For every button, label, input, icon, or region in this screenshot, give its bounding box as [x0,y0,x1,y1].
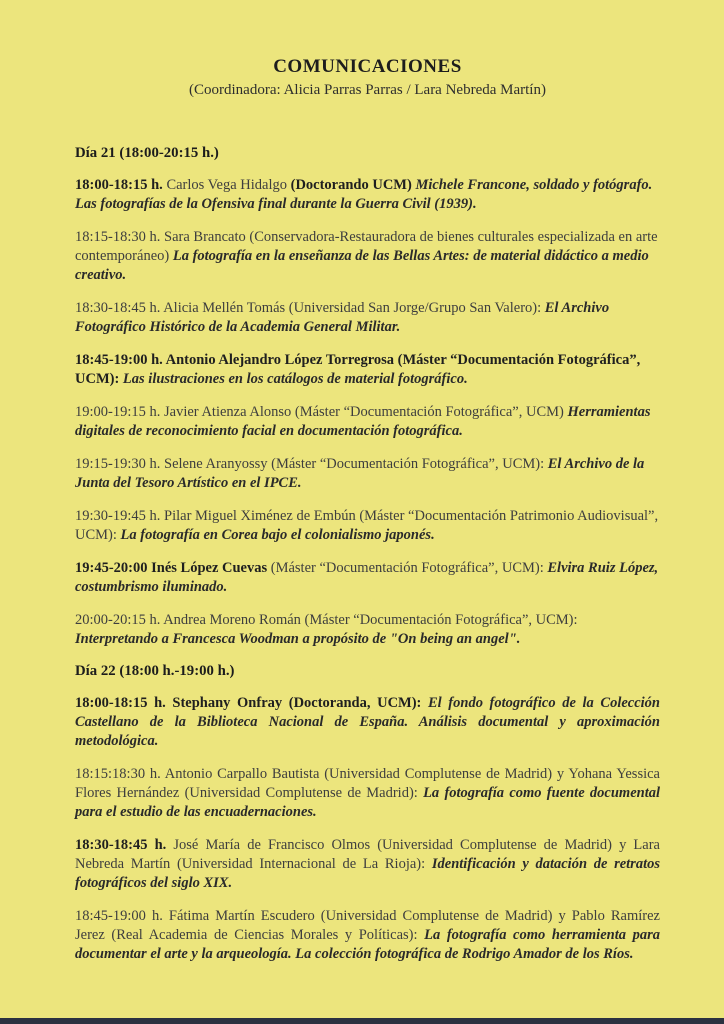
session-speaker-text: 18:15-18:30 h. Sara Brancato (Conservadora-Restauradora de bienes culturales especializada en arte contemporáneo) [75,229,658,264]
session-title-text: El fondo fotográfico de la Colección Castellano de la Biblioteca Nacional de España. Análisis documental y aproximación metodológica. [75,695,660,749]
session-title-text: La fotografía como fuente documental para el estudio de las encuadernaciones. [75,785,660,820]
session-title-text: Identificación y datación de retratos fotográficos del siglo XIX. [75,856,660,891]
session-title-text: La fotografía en la enseñanza de las Bellas Artes: de material didáctico a medio creativo. [75,248,649,283]
session-entry [75,836,660,893]
session-entry [75,611,660,649]
session-entry [75,299,660,337]
day-section [75,145,660,649]
page-title: COMUNICACIONES [273,56,462,77]
session-speaker-text: 18:30-18:45 h. [75,837,174,853]
session-speaker-text: 19:15-19:30 h. Selene Aranyossy (Máster “Documentación Fotográfica”, UCM): [75,456,548,472]
session-title-text: La fotografía en Corea bajo el colonialismo japonés. [120,527,435,543]
session-title-text: Herramientas digitales de reconocimiento facial en documentación fotográfica. [75,404,651,439]
session-title-text: El Archivo de la Junta del Tesoro Artístico en el IPCE. [75,456,645,491]
footer-bar [0,1018,724,1024]
session-entry [75,176,660,214]
session-entry [75,559,660,597]
session-title-text: El Archivo Fotográfico Histórico de la Academia General Militar. [75,300,610,335]
session-speaker-text: 18:15:18:30 h. Antonio Carpallo Bautista (Universidad Complutense de Madrid) y Yohana Yessica Flores Hernández (Universidad Complutense de Madrid): [75,766,660,801]
session-speaker-text: 18:00-18:15 h. Stephany Onfray (Doctoranda, UCM): [75,695,428,711]
session-speaker-text: 18:00-18:15 h. [75,177,167,193]
page-subtitle: (Coordinadora: Alicia Parras Parras / Lara Nebreda Martín) [189,82,546,98]
session-entry [75,403,660,441]
session-entry [75,765,660,822]
session-speaker-text: 18:30-18:45 h. Alicia Mellén Tomás (Universidad San Jorge/Grupo San Valero): [75,300,545,316]
session-title-text: Interpretando a Francesca Woodman a propósito de "On being an angel". [75,631,521,647]
program-sections [75,145,660,964]
session-speaker-text: 19:30-19:45 h. Pilar Miguel Ximénez de Embún (Máster “Documentación Patrimonio Audiovisual”, UCM): [75,508,659,543]
day-heading: Día 21 (18:00-20:15 h.) [75,145,219,161]
session-speaker-text: 20:00-20:15 h. Andrea Moreno Román (Máster “Documentación Fotográfica”, UCM): [75,612,578,628]
session-speaker-text: (Máster “Documentación Fotográfica”, UCM): [270,560,548,576]
day-heading: Día 22 (18:00 h.-19:00 h.) [75,663,235,679]
session-title-text: La fotografía como herramienta para documentar el arte y la arqueología. La colección fotográfica de Rodrigo Amador de los Ríos. [75,927,660,962]
session-speaker-text: Carlos Vega Hidalgo [166,177,291,193]
session-entry [75,694,660,751]
session-speaker-text: José María de Francisco Olmos (Universidad Complutense de Madrid) y Lara Nebreda Martín (Universidad Internacional de La Rioja): [75,837,660,872]
session-speaker-text: 19:00-19:15 h. Javier Atienza Alonso (Máster “Documentación Fotográfica”, UCM) [75,404,568,420]
session-title-text: Michele Francone, soldado y fotógrafo. Las fotografías de la Ofensiva final durante la Guerra Civil (1939). [75,177,653,212]
session-title-text: Las ilustraciones en los catálogos de material fotográfico. [122,371,468,387]
session-entry [75,228,660,285]
session-speaker-text: 18:45-19:00 h. Antonio Alejandro López Torregrosa (Máster “Documentación Fotográfica”, UCM): [75,352,641,387]
day-section [75,663,660,964]
session-entry [75,507,660,545]
session-entry [75,351,660,389]
session-speaker-text: 18:45-19:00 h. Fátima Martín Escudero (Universidad Complutense de Madrid) y Pablo Ramírez Jerez (Real Academia de Ciencias Morales y Políticas): [75,908,660,943]
session-entry [75,455,660,493]
session-speaker-text: (Doctorando UCM) [290,177,416,193]
session-speaker-text: 19:45-20:00 Inés López Cuevas [75,560,271,576]
session-entry [75,907,660,964]
session-title-text: Elvira Ruiz López, costumbrismo iluminado. [75,560,659,595]
